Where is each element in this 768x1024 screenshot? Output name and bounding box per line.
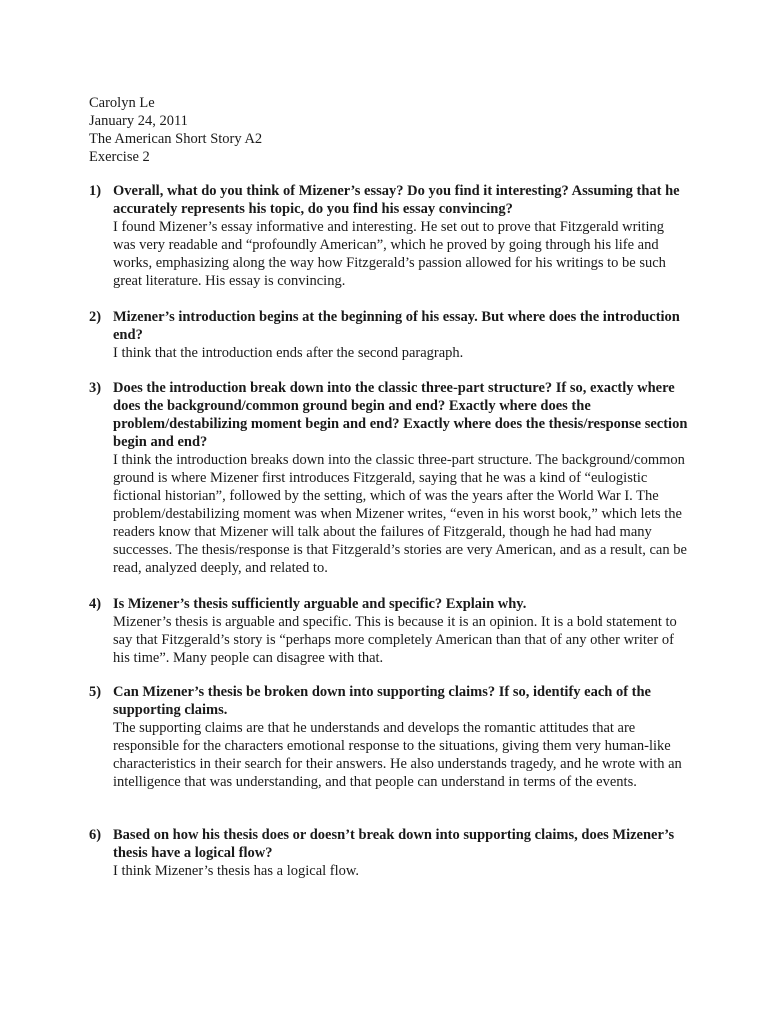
question-text: Is Mizener’s thesis sufficiently arguable and specific? Explain why.	[113, 596, 527, 612]
question-text: Overall, what do you think of Mizener’s essay? Do you find it interesting? Assuming that he accurately represents his topic, do you find his essay convincing?	[113, 183, 680, 217]
question-item	[89, 308, 689, 362]
question-text: Based on how his thesis does or doesn’t break down into supporting claims, does Mizener’s thesis have a logical flow?	[113, 827, 675, 861]
question-text: Mizener’s introduction begins at the beginning of his essay. But where does the introduction end?	[113, 309, 680, 343]
course-title: The American Short Story A2	[89, 131, 263, 147]
answer-text: I think that the introduction ends after the second paragraph.	[113, 345, 464, 361]
author-name: Carolyn Le	[89, 95, 155, 111]
question-number: 4)	[89, 596, 102, 612]
question-number: 1)	[89, 183, 102, 199]
document-header	[89, 94, 689, 166]
question-item	[89, 182, 689, 290]
assignment-title: Exercise 2	[89, 149, 150, 165]
question-text: Does the introduction break down into the classic three-part structure? If so, exactly where does the background/common ground begin and end? Exactly where does the problem/destabilizing moment begin and end? Exactly where does the thesis/response section begin and end?	[113, 380, 688, 450]
answer-text: I found Mizener’s essay informative and interesting. He set out to prove that Fitzgerald writing was very readable and “profoundly American”, which he proved by going through his life and works, emphasizing along the way how Fitzgerald’s passion allowed for his writings to be such great literature. His essay is convincing.	[113, 219, 666, 289]
question-text: Can Mizener’s thesis be broken down into supporting claims? If so, identify each of the supporting claims.	[113, 684, 651, 718]
question-item	[89, 379, 689, 577]
answer-text: I think the introduction breaks down into the classic three-part structure. The background/common ground is where Mizener first introduces Fitzgerald, saying that he was a kind of “eulogistic fictional historian”, followed by the setting, which of was the years after the World War I. The problem/destabilizing moment was when Mizener writes, “even in his worst book,” which lets the readers know that Mizener will talk about the failures of Fitzgerald, though he had had many successes. The thesis/response is that Fitzgerald’s stories are very American, and as a result, can be read, analyzed deeply, and related to.	[113, 452, 687, 576]
question-item	[89, 595, 689, 667]
question-item	[89, 683, 689, 791]
answer-text: I think Mizener’s thesis has a logical flow.	[113, 863, 360, 879]
question-number: 6)	[89, 827, 102, 843]
question-number: 5)	[89, 684, 102, 700]
question-number: 2)	[89, 309, 102, 325]
document-date: January 24, 2011	[89, 113, 188, 129]
answer-text: Mizener’s thesis is arguable and specific. This is because it is an opinion. It is a bold statement to say that Fitzgerald’s story is “perhaps more completely American than that of any other writer of his time”. Many people can disagree with that.	[113, 614, 677, 666]
question-item	[89, 826, 689, 880]
question-number: 3)	[89, 380, 102, 396]
answer-text: The supporting claims are that he understands and develops the romantic attitudes that are responsible for the characters emotional response to the situations, giving them very human-like characteristics in their search for their answers. He also understands tragedy, and he wrote with an intelligence that was understanding, and that people can understand in terms of the events.	[113, 720, 682, 790]
